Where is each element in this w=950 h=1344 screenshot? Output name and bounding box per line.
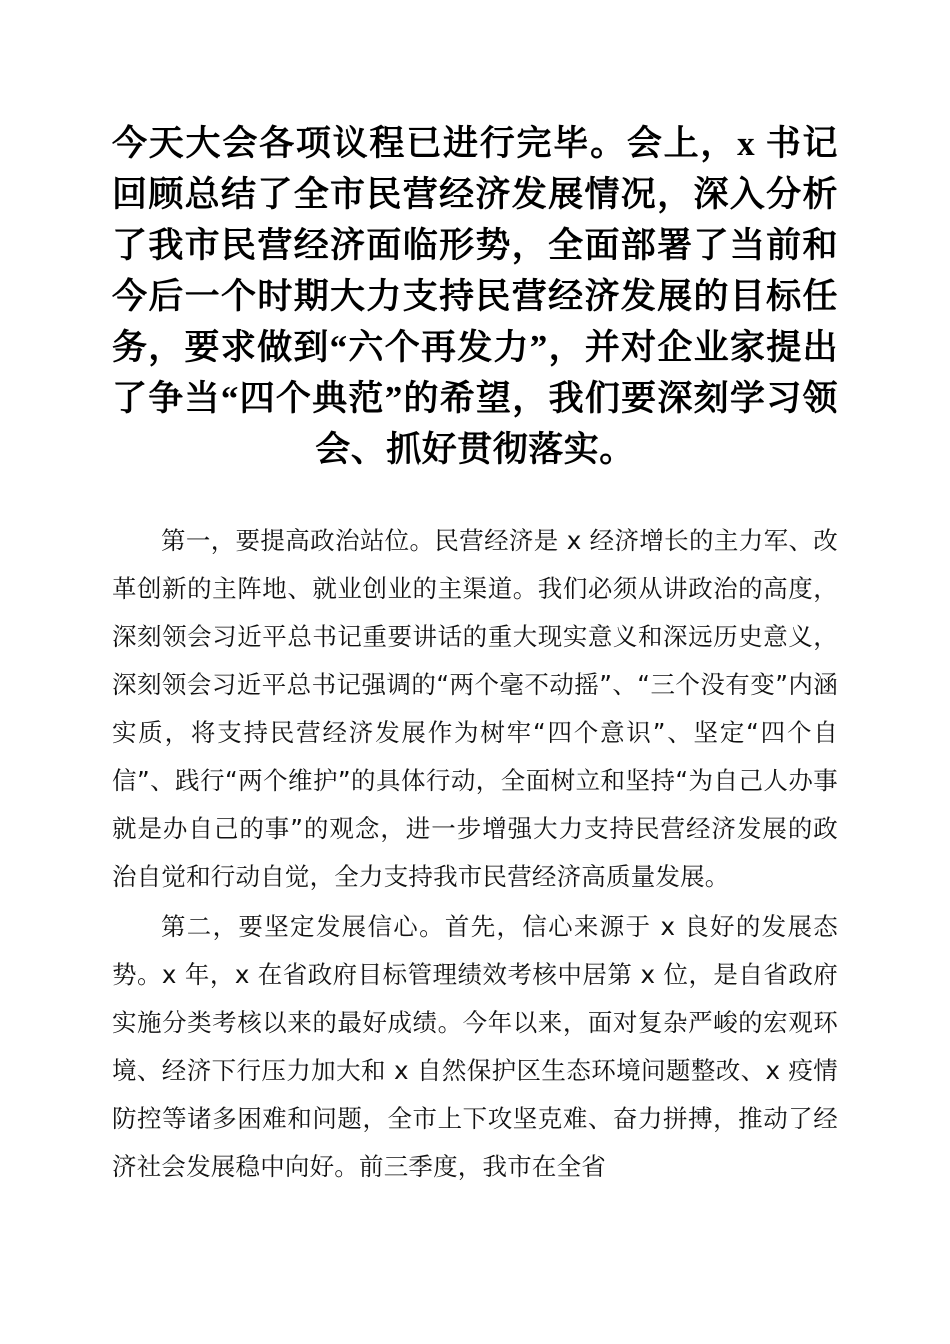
document-paragraph-1: 第一，要提高政治站位。民营经济是 x 经济增长的主力军、改革创新的主阵地、就业创业的主渠道。我们必须从讲政治的高度，深刻领会习近平总书记重要讲话的重大现实意义和深远历史意义，深刻领会习近平总书记强调的“两个毫不动摇”、“三个没有变”内涵实质，将支持民营经济发展作为树牢“四个意识”、坚定“四个自信”、践行“两个维护”的具体行动，全面树立和坚持“为自己人办事就是办自己的事”的观念，进一步增强大力支持民营经济发展的政治自觉和行动自觉，全力支持我市民营经济高质量发展。 [112,526,838,891]
document-title: 今天大会各项议程已进行完毕。会上，x 书记回顾总结了全市民营经济发展情况，深入分析了我市民营经济面临形势，全面部署了当前和今后一个时期大力支持民营经济发展的目标任务，要求做到“六个再发力”，并对企业家提出了争当“四个典范”的希望，我们要深刻学习领会、抓好贯彻落实。 [112,124,838,469]
document-paragraph-2: 第二，要坚定发展信心。首先，信心来源于 x 良好的发展态势。x 年，x 在省政府目标管理绩效考核中居第 x 位，是自省政府实施分类考核以来的最好成绩。今年以来，面对复杂严峻的宏观环境、经济下行压力加大和 x 自然保护区生态环境问题整改、x 疫情防控等诸多困难和问题，全市上下攻坚克难、奋力拼搏，推动了经济社会发展稳中向好。前三季度，我市在全省 [112,912,838,1181]
